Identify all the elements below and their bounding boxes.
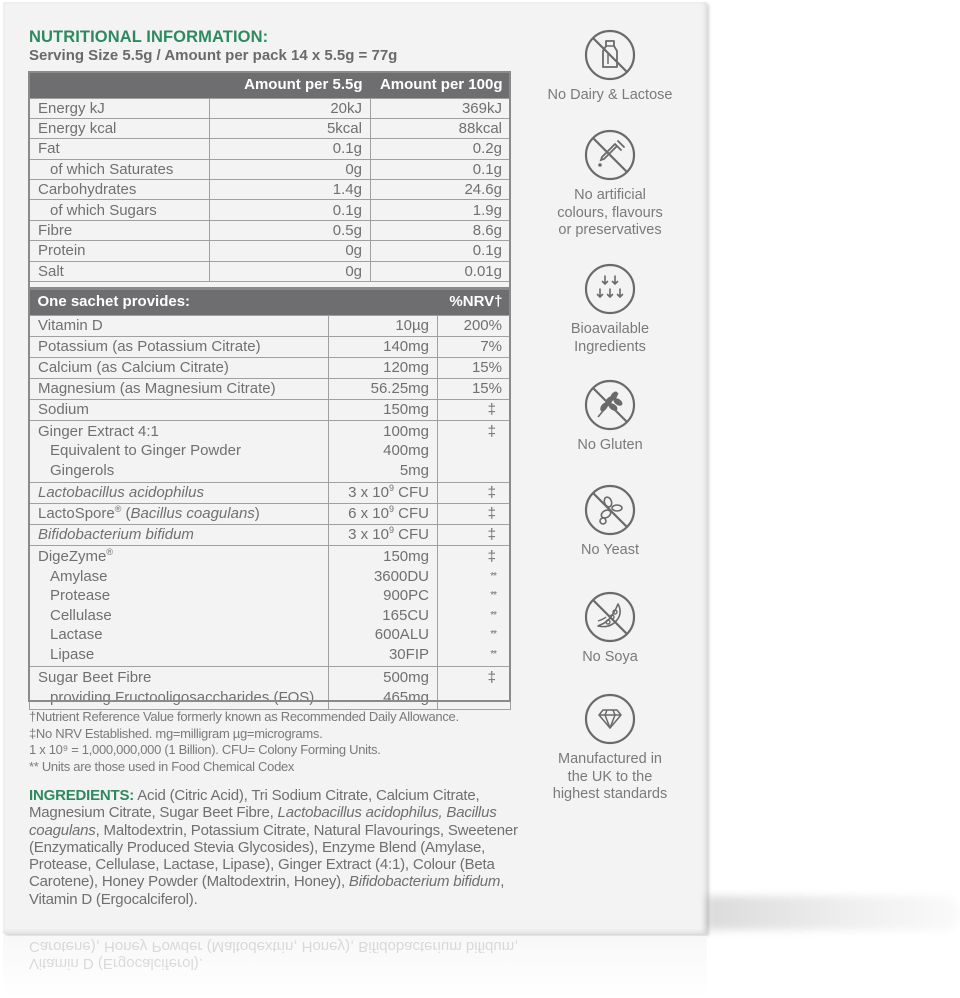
ingredient-name-group bbox=[30, 667, 329, 710]
table-row bbox=[30, 200, 511, 220]
per-serving-value: 5kcal bbox=[210, 118, 371, 138]
no-dairy-icon bbox=[584, 29, 636, 81]
nutrient-name: Salt bbox=[30, 261, 210, 281]
per-serving-value: 0g bbox=[210, 241, 371, 261]
amount-value: 400mg bbox=[383, 442, 429, 459]
badge-label: No artificial colours, flavours or preservatives bbox=[557, 187, 663, 238]
per-100g-value: 0.01g bbox=[371, 261, 511, 281]
table-row bbox=[30, 399, 511, 420]
per-serving-value: 0g bbox=[210, 159, 371, 179]
header-per-serving: Amount per 5.5g bbox=[210, 72, 371, 98]
per-100g-value: 1.9g bbox=[371, 200, 511, 220]
no-soya-icon bbox=[584, 591, 636, 643]
table-row bbox=[30, 483, 511, 504]
nutrient-name: Carbohydrates bbox=[30, 180, 210, 200]
nrv-value: ** bbox=[490, 609, 496, 621]
badge-no-gluten bbox=[540, 379, 680, 455]
ingredients-part: , Maltodextrin, Potassium Citrate, Natural Flavourings, Sweetener (Enzymatically Produced Stevia Glycosides), Enzyme Blend (Amylase, Protease, Cellulase, Lactase, Lipase), Ginger Extract (4:1), Colour (Beta Carotene), Honey Powder (Maltodextrin, Honey), bbox=[29, 821, 518, 891]
header-per-100g: Amount per 100g bbox=[371, 72, 511, 98]
table-row bbox=[30, 357, 511, 378]
amount-unit: CFU bbox=[394, 505, 429, 522]
badge-no-yeast bbox=[540, 484, 680, 560]
sachet-table-header bbox=[30, 289, 511, 315]
nrv-group bbox=[438, 420, 511, 483]
table-row bbox=[30, 420, 511, 483]
badge-no-artificial bbox=[540, 129, 680, 240]
nrv-value: ‡ bbox=[438, 525, 511, 546]
table-row bbox=[30, 241, 511, 261]
ingredients-part: Acid (Citric Acid), Tri Sodium Citrate, Calcium Citrate, Magnesium Citrate, Sugar Beet Fibre, bbox=[29, 787, 480, 822]
nutrient-name: Energy kcal bbox=[30, 118, 210, 138]
ingredient-name-group bbox=[30, 420, 329, 483]
table-row bbox=[30, 546, 511, 667]
amount-exponent: 9 bbox=[388, 483, 394, 493]
table-row bbox=[30, 98, 511, 118]
ingredient-name: Calcium (as Calcium Citrate) bbox=[30, 357, 329, 378]
ingredients-part: , Vitamin D (Ergocalciferol). bbox=[29, 873, 505, 908]
ingredient-name: Bifidobacterium bifidum bbox=[30, 525, 329, 546]
amount-value bbox=[329, 504, 438, 525]
nutrition-table-header bbox=[30, 72, 511, 98]
nrv-value: 15% bbox=[438, 357, 511, 378]
nutrient-name: of which Sugars bbox=[30, 200, 210, 220]
ingredient-name: Magnesium (as Magnesium Citrate) bbox=[30, 378, 329, 399]
ingredients-italic: Bifidobacterium bifidum bbox=[348, 873, 501, 891]
amount-group bbox=[329, 546, 438, 667]
nrv-value: ** bbox=[490, 570, 496, 582]
amount-value: 100mg bbox=[383, 422, 429, 440]
badge-label: Manufactured in the UK to the highest standards bbox=[552, 751, 668, 802]
sub-ingredient-name: Lactase bbox=[50, 626, 103, 643]
amount-value bbox=[329, 483, 438, 504]
ingredient-name: Potassium (as Potassium Citrate) bbox=[30, 336, 329, 357]
ingredient-name-group bbox=[30, 546, 329, 667]
registered-mark: ® bbox=[106, 547, 113, 557]
table-row bbox=[30, 315, 511, 336]
amount-value: 900PC bbox=[383, 587, 429, 604]
registered-mark: ® bbox=[114, 504, 122, 514]
name-part: DigeZyme bbox=[38, 548, 107, 565]
per-serving-value: 0.1g bbox=[210, 139, 371, 159]
sachet-table bbox=[29, 289, 511, 710]
per-100g-value: 0.1g bbox=[371, 159, 511, 179]
per-serving-value: 1.4g bbox=[210, 180, 371, 200]
sub-ingredient-name: providing Fructooligosaccharides (FOS) bbox=[50, 688, 315, 706]
no-artificial-icon bbox=[584, 129, 636, 181]
per-100g-value: 0.2g bbox=[371, 139, 511, 159]
header-nrv: %NRV† bbox=[438, 289, 511, 315]
reflection-line: Carotene), Honey Powder (Maltodextrin, Honey), Bifidobacterium bifidum, bbox=[29, 938, 519, 955]
badge-label: Bioavailable Ingredients bbox=[570, 321, 650, 355]
diamond-icon bbox=[584, 693, 636, 745]
amount-group bbox=[329, 667, 438, 710]
badge-no-dairy bbox=[540, 29, 680, 105]
header-sachet-label: One sachet provides: bbox=[30, 289, 438, 315]
footnote-billion: 1 x 10⁹ = 1,000,000,000 (1 Billion). CFU= Colony Forming Units. bbox=[29, 742, 381, 757]
name-part: ) bbox=[254, 505, 260, 522]
table-row bbox=[30, 220, 511, 240]
badge-label: No Yeast bbox=[580, 542, 640, 558]
badge-uk-manufactured bbox=[540, 693, 680, 804]
sub-ingredient-name: Equivalent to Ginger Powder bbox=[50, 442, 241, 459]
table-row bbox=[30, 525, 511, 546]
amount-group bbox=[329, 420, 438, 483]
per-100g-value: 0.1g bbox=[371, 241, 511, 261]
badge-label: No Soya bbox=[582, 649, 638, 665]
badge-label: No Gluten bbox=[577, 437, 643, 453]
amount-exponent: 9 bbox=[388, 525, 394, 535]
ingredients-label: INGREDIENTS: bbox=[29, 787, 135, 804]
box-shadow bbox=[707, 896, 960, 930]
amount-value: 140mg bbox=[329, 336, 438, 357]
table-row bbox=[30, 378, 511, 399]
nrv-value: 200% bbox=[438, 315, 511, 336]
badge-bioavailable bbox=[540, 263, 680, 356]
ingredient-name: Ginger Extract 4:1 bbox=[38, 422, 159, 440]
nutrient-name: of which Saturates bbox=[30, 159, 210, 179]
amount-unit: CFU bbox=[394, 526, 429, 543]
no-gluten-icon bbox=[584, 379, 636, 431]
sub-ingredient-name: Amylase bbox=[50, 567, 108, 585]
nrv-group bbox=[438, 546, 511, 667]
nrv-value: ‡ bbox=[438, 399, 511, 420]
table-row bbox=[30, 180, 511, 200]
per-100g-value: 88kcal bbox=[371, 118, 511, 138]
ingredients-text bbox=[29, 787, 534, 908]
footnote-units: ** Units are those used in Food Chemical Codex bbox=[29, 758, 295, 774]
amount-value: 5mg bbox=[399, 461, 429, 479]
bioavailable-icon bbox=[584, 263, 636, 315]
header-empty bbox=[30, 72, 210, 98]
box-reflection bbox=[3, 936, 707, 998]
amount-value: 465mg bbox=[383, 688, 429, 706]
sub-ingredient-name: Protease bbox=[50, 587, 111, 604]
amount-value bbox=[329, 525, 438, 546]
badge-no-soya bbox=[540, 591, 680, 667]
ingredient-name bbox=[38, 547, 320, 567]
name-part: ( bbox=[121, 505, 131, 522]
amount-value: 10µg bbox=[329, 315, 438, 336]
ingredient-name: Vitamin D bbox=[30, 315, 329, 336]
reflection-text bbox=[29, 938, 518, 972]
amount-base: 3 x 10 bbox=[348, 526, 389, 543]
amount-value: 500mg bbox=[383, 669, 429, 686]
amount-value: 56.25mg bbox=[329, 378, 438, 399]
nrv-value: ‡ bbox=[487, 548, 496, 565]
ingredients-italic: Lactobacillus acidophilus, Bacillus coagulans bbox=[29, 804, 497, 839]
sub-ingredient-name: Lipase bbox=[50, 645, 95, 663]
amount-exponent: 9 bbox=[388, 504, 394, 514]
badge-label: No Dairy & Lactose bbox=[547, 87, 673, 103]
nutrition-title: NUTRITIONAL INFORMATION: bbox=[29, 28, 269, 46]
table-row bbox=[30, 261, 511, 281]
amount-value: 165CU bbox=[382, 606, 429, 624]
table-row bbox=[30, 159, 511, 179]
ingredient-name: Lactobacillus acidophilus bbox=[30, 483, 329, 504]
table-row bbox=[30, 118, 511, 138]
ingredient-name: Sugar Beet Fibre bbox=[38, 669, 152, 686]
nutrient-name: Fibre bbox=[30, 220, 210, 240]
ingredient-name: Sodium bbox=[30, 399, 329, 420]
reflection-line: Vitamin D (Ergocalciferol). bbox=[29, 955, 203, 972]
name-part: LactoSpore bbox=[38, 505, 115, 522]
table-row bbox=[30, 667, 511, 710]
per-100g-value: 369kJ bbox=[371, 98, 511, 118]
nutrient-name: Protein bbox=[30, 241, 210, 261]
nrv-value: ‡ bbox=[487, 669, 496, 686]
per-100g-value: 8.6g bbox=[371, 220, 511, 240]
nrv-value: ** bbox=[490, 629, 496, 640]
nrv-value: ‡ bbox=[487, 422, 496, 440]
per-serving-value: 0g bbox=[210, 261, 371, 281]
nutrient-name: Energy kJ bbox=[30, 98, 210, 118]
amount-value: 120mg bbox=[329, 357, 438, 378]
table-row bbox=[30, 504, 511, 525]
sub-ingredient-name: Gingerols bbox=[50, 461, 115, 479]
amount-value: 30FIP bbox=[388, 645, 429, 663]
nrv-value: ** bbox=[490, 648, 496, 660]
amount-unit: CFU bbox=[394, 484, 429, 501]
amount-base: 3 x 10 bbox=[348, 484, 389, 501]
nrv-value: ‡ bbox=[438, 483, 511, 504]
nrv-value: ** bbox=[490, 590, 496, 601]
ingredient-name bbox=[30, 504, 329, 525]
amount-value: 3600DU bbox=[373, 567, 429, 585]
per-serving-value: 0.1g bbox=[210, 200, 371, 220]
table-row bbox=[30, 139, 511, 159]
footnote-no-nrv: ‡No NRV Established. mg=milligram µg=micrograms. bbox=[29, 725, 323, 741]
per-serving-value: 20kJ bbox=[210, 98, 371, 118]
nutrient-name: Fat bbox=[30, 139, 210, 159]
amount-value: 150mg bbox=[383, 548, 429, 565]
nrv-value: ‡ bbox=[438, 504, 511, 525]
serving-size: Serving Size 5.5g / Amount per pack 14 x 5.5g = 77g bbox=[29, 47, 398, 64]
per-100g-value: 24.6g bbox=[371, 180, 511, 200]
amount-value: 600ALU bbox=[374, 626, 429, 643]
sub-ingredient-name: Cellulase bbox=[50, 606, 112, 624]
nutrition-table bbox=[29, 72, 511, 282]
footnotes bbox=[29, 709, 509, 775]
table-row bbox=[30, 336, 511, 357]
nrv-group bbox=[438, 667, 511, 710]
footnote-nrv: †Nutrient Reference Value formerly known as Recommended Daily Allowance. bbox=[29, 709, 459, 724]
name-italic: Bacillus coagulans bbox=[130, 505, 255, 522]
amount-value: 150mg bbox=[329, 399, 438, 420]
nrv-value: 15% bbox=[438, 378, 511, 399]
no-yeast-icon bbox=[584, 484, 636, 536]
per-serving-value: 0.5g bbox=[210, 220, 371, 240]
nrv-value: 7% bbox=[438, 336, 511, 357]
amount-base: 6 x 10 bbox=[348, 505, 389, 522]
